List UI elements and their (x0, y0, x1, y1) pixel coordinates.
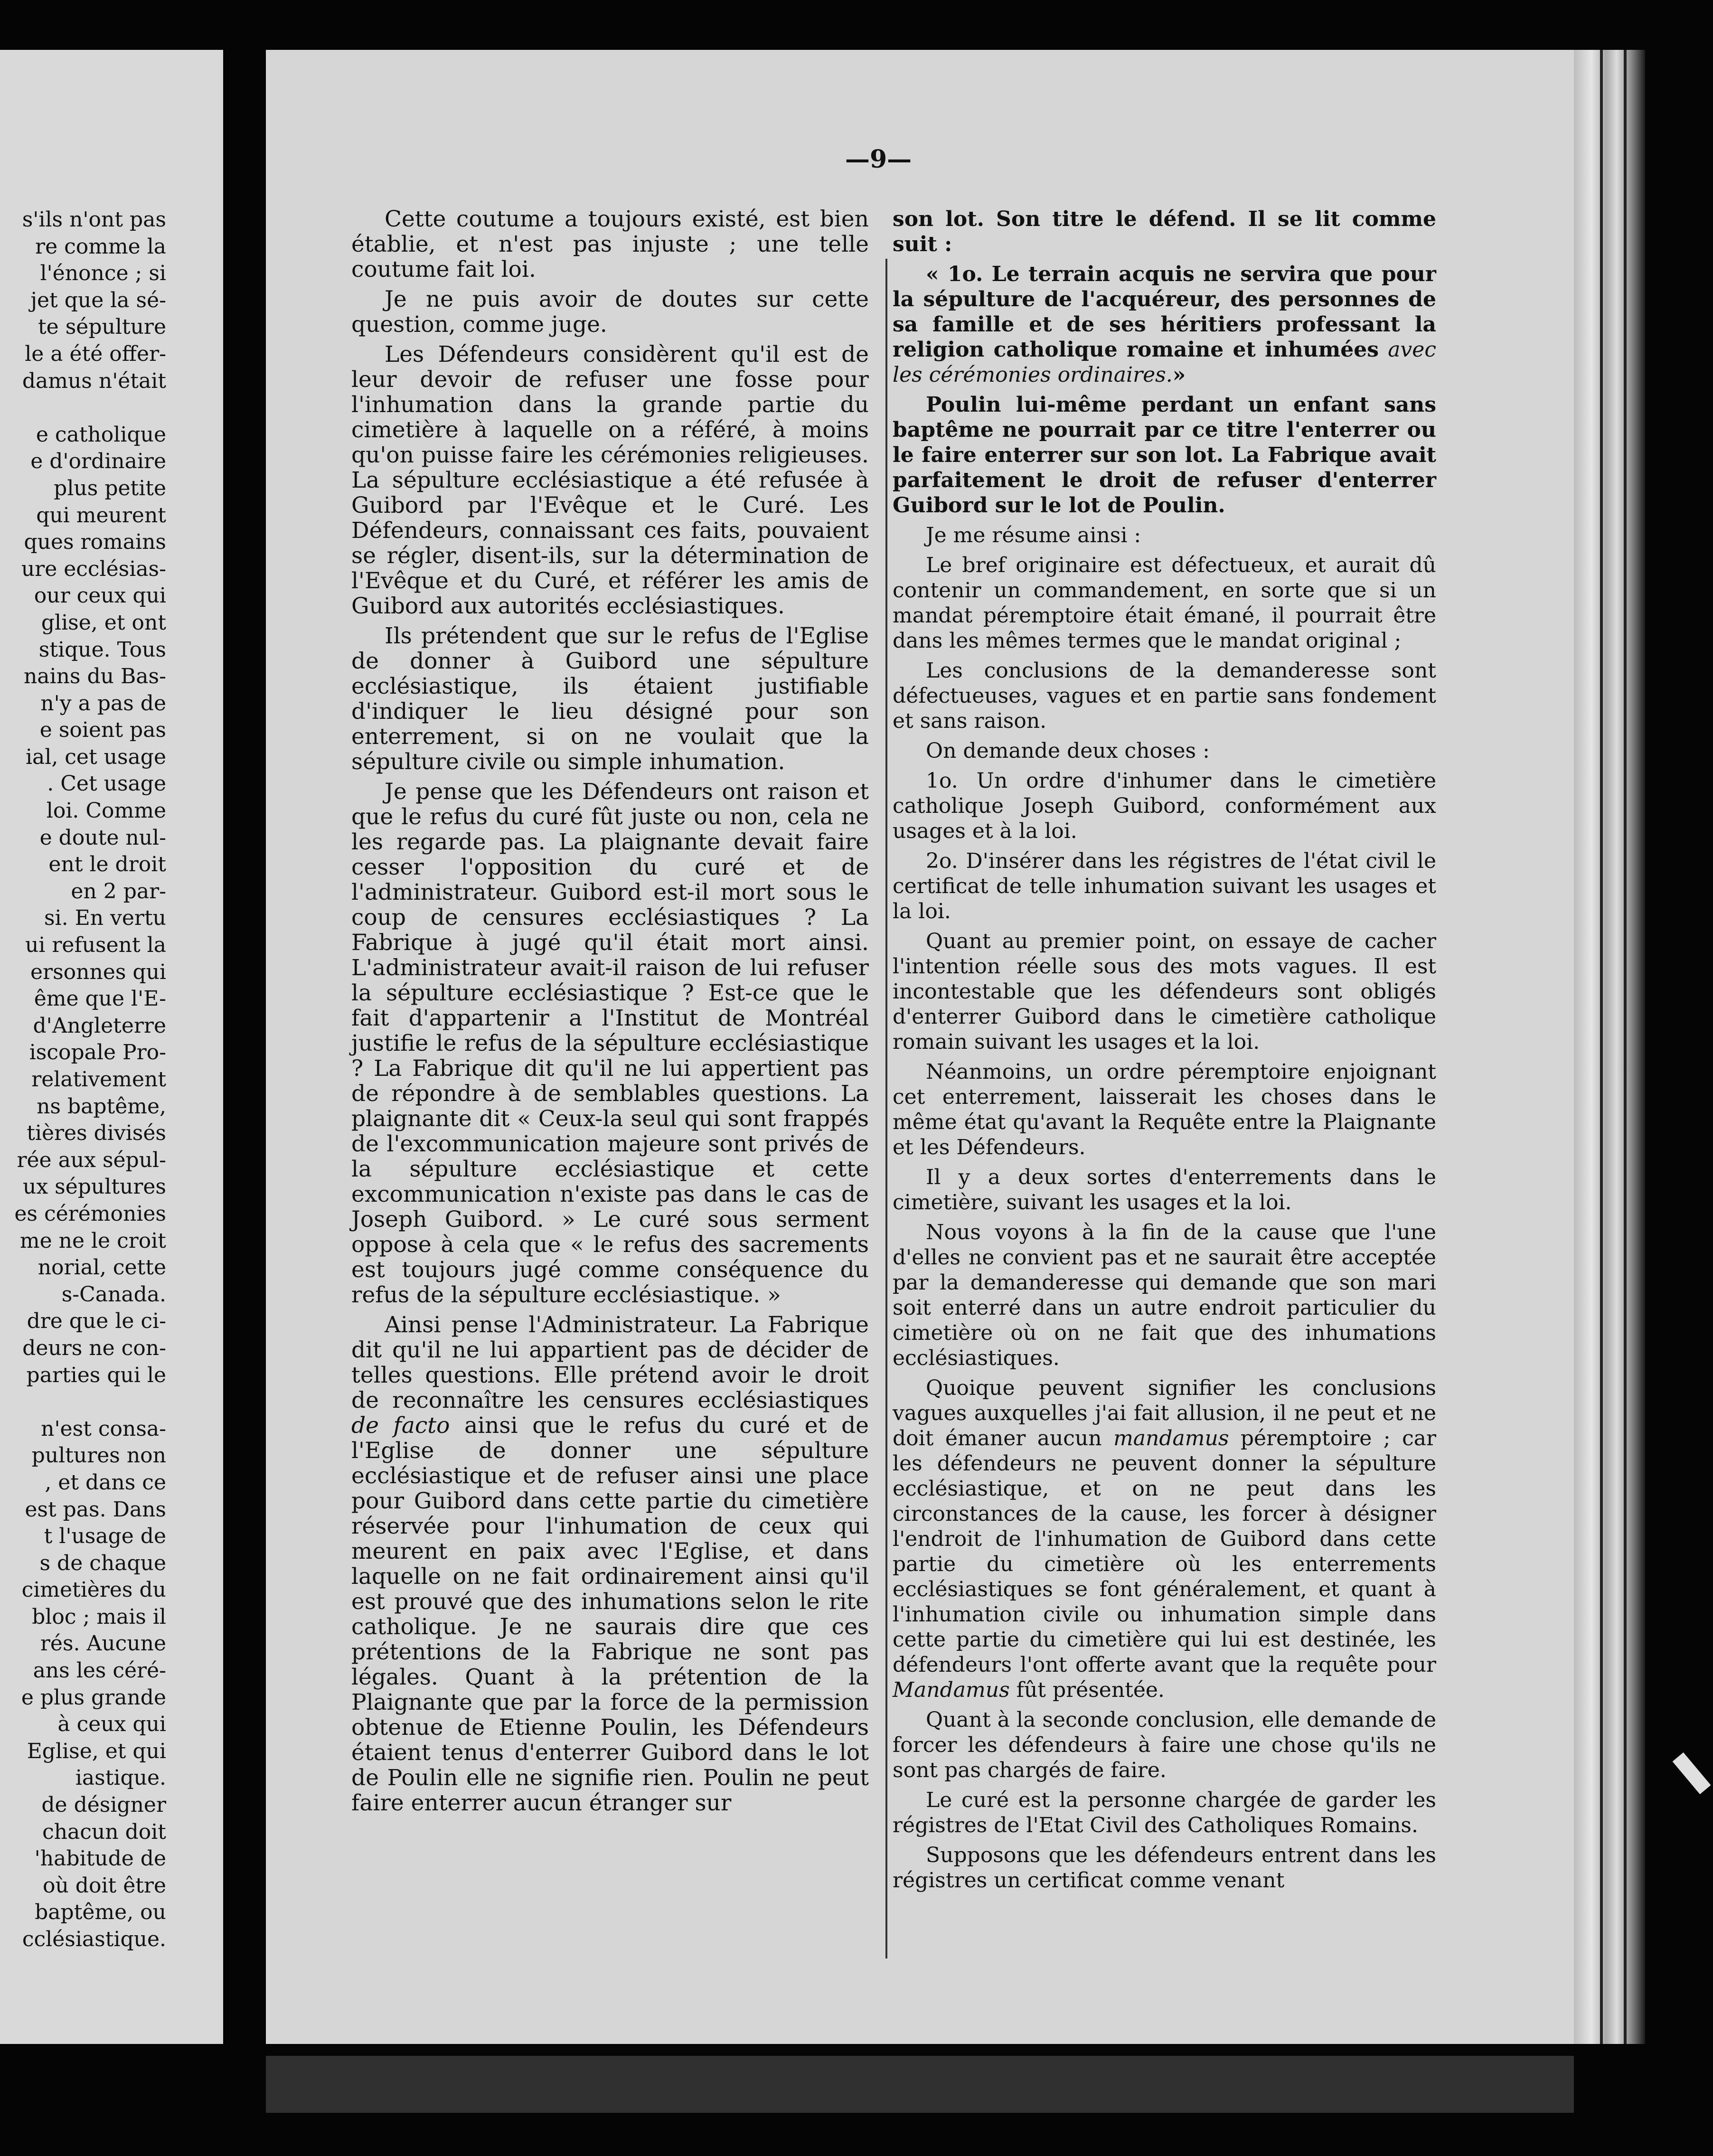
text-run: fût présentée. (1016, 1678, 1165, 1702)
column-rule (885, 259, 887, 1958)
previous-page-line: l'énonce ; si (40, 261, 166, 286)
italic-text: Mandamus (893, 1678, 1010, 1702)
previous-page-line: e doute nul- (39, 825, 166, 850)
previous-page-line: n'y a pas de (40, 691, 166, 716)
paragraph: On demande deux choses : (926, 739, 1210, 763)
previous-page-line: d'Angleterre (33, 1013, 166, 1038)
text-run: ainsi que le refus du curé et de l'Eglise de donner une sépulture ecclésiastique et de refuser ainsi une place pour Guibord dans cette partie du cimetière réservée pour l'inhumation de ceux qui meurent en paix avec l'Eglise, et dans laquelle on ne fait ordinairement ainsi qu'il est prouvé que des inhumations selon le rite catholique. Je ne saurais dire que ces prétentions de la Fabrique ne sont pas légales. Quant à la prétention de la Plaignante que par la force de la permission obtenue de Etienne Poulin, les Défendeurs étaient tenus d'enterrer Guibord dans le lot de Poulin elle ne signifie rien. Poulin ne peut faire enterrer aucun étranger sur (351, 1412, 869, 1816)
paragraph: 1o. Un ordre d'inhumer dans le cimetière catholique Joseph Guibord, conformément aux usages et à la loi. (893, 769, 1436, 843)
paragraph: Le bref originaire est défectueux, et aurait dû contenir un commandement, en sorte que si un mandat péremptoire était émané, il pourrait être dans les mêmes termes que le mandat original ; (893, 553, 1436, 653)
paragraph: Les conclusions de la demanderesse sont défectueuses, vagues et en partie sans fondement et sans raison. (893, 659, 1436, 733)
previous-page-line: e soient pas (39, 718, 166, 743)
previous-page-line: ux sépultures (22, 1175, 166, 1199)
previous-page-line: le a été offer- (25, 341, 166, 366)
previous-page-line: 'habitude de (34, 1846, 166, 1871)
previous-page-line: iastique. (75, 1766, 166, 1790)
previous-page-line: ial, cet usage (25, 744, 166, 769)
previous-page-line: dre que le ci- (27, 1309, 166, 1334)
paragraph (351, 1312, 869, 1816)
previous-page-line: te sépulture (38, 315, 166, 339)
previous-page-line: baptême, ou (35, 1900, 166, 1925)
paragraph: Je ne puis avoir de doutes sur cette question, comme juge. (351, 286, 869, 338)
previous-page-line: pultures non (31, 1443, 166, 1468)
previous-page-line: rée aux sépul- (17, 1148, 166, 1172)
previous-page-line: re comme la (35, 234, 166, 259)
previous-page-line: relativement (31, 1067, 166, 1092)
text-run: Quoique peuvent signifier les conclusions vagues auxquelles j'ai fait allusion, il ne peut et ne doit émaner aucun (893, 1376, 1436, 1450)
paragraph: Cette coutume a toujours existé, est bien établie, et n'est pas injuste ; une telle coutume fait loi. (351, 206, 869, 282)
previous-page-line: parties qui le (26, 1363, 166, 1387)
previous-page-line: si. En vertu (44, 906, 166, 931)
paragraph: Quant à la seconde conclusion, elle demande de forcer les défendeurs à faire une chose qu'ils ne sont pas chargés de faire. (893, 1708, 1436, 1782)
page-edge-line (1600, 50, 1603, 2044)
previous-page-line: cclésiastique. (22, 1927, 166, 1951)
previous-page-line: où doit être (42, 1873, 166, 1898)
previous-page-line: n'est consa- (41, 1416, 166, 1441)
previous-page-line: stique. Tous (38, 637, 166, 662)
page-bottom-shadow (266, 2056, 1574, 2113)
text-run: « 1o. Le terrain acquis ne servira que pour la sépulture de l'acquéreur, des personnes de sa famille et de ses héritiers professant la religion catholique romaine et inhumées (893, 262, 1436, 362)
scan-mark (1673, 1752, 1711, 1794)
text-run: Ainsi pense l'Administrateur. La Fabrique dit qu'il ne lui appartient pas de décider de telles questions. Elle prétend avoir le droit de reconnaître les censures ecclésiastiques (351, 1312, 869, 1413)
previous-page-line: ure ecclésias- (21, 556, 166, 581)
previous-page-line: ême que l'E- (34, 987, 166, 1011)
text-run: péremptoire ; car les défendeurs ne peuvent donner la sépulture ecclésiastique, et on ne peut dans les circonstances de la cause, les forcer à désigner l'endroit de l'inhumation de Guibord dans cette partie du cimetière où les enterrements ecclésiastiques se font généralement, et quant à l'inhumation civile ou inhumation simple dans cette partie du cimetière qui lui est destinée, les défendeurs l'ont offerte avant que la requête pour (893, 1426, 1436, 1677)
previous-page-fragment (0, 50, 223, 2120)
previous-page-line: our ceux qui (34, 584, 166, 608)
page-edge-stack (1574, 50, 1645, 2044)
page-number: —9— (845, 145, 912, 174)
previous-page-line: bloc ; mais il (32, 1604, 166, 1629)
previous-page-line: jet que la sé- (30, 288, 166, 312)
previous-page-line: en 2 par- (71, 879, 166, 904)
previous-page-line: loi. Comme (46, 799, 166, 823)
right-column (893, 207, 1436, 1898)
previous-page-line: s'ils n'ont pas (22, 207, 166, 232)
previous-page-line: chacun doit (42, 1819, 166, 1844)
previous-page-line: glise, et ont (41, 610, 166, 635)
paragraph: Je me résume ainsi : (926, 523, 1141, 547)
paragraph: Ils prétendent que sur le refus de l'Eglise de donner à Guibord une sépulture ecclésiastique, ils étaient justifiable d'indiquer le lieu désigné pour son enterrement, si on ne voulait que la sépulture civile ou simple inhumation. (351, 623, 869, 775)
previous-page-line: de désigner (41, 1793, 166, 1817)
previous-page-column (0, 207, 166, 1953)
previous-page-line: s-Canada. (61, 1282, 166, 1307)
previous-page-line: . Cet usage (47, 772, 166, 796)
text-run: » (1172, 363, 1186, 387)
previous-page-line: est pas. Dans (25, 1497, 166, 1522)
previous-page-line: t l'usage de (44, 1524, 166, 1549)
previous-page-line: es cérémonies (14, 1201, 166, 1226)
paragraph: Néanmoins, un ordre péremptoire enjoignant cet enterrement, laisserait les choses dans le même état qu'avant la Requête entre la Plaignante et les Défendeurs. (893, 1060, 1436, 1159)
previous-page-line: Eglise, et qui (27, 1739, 166, 1763)
previous-page-line: ersonnes qui (30, 960, 166, 984)
previous-page-line (0, 1389, 166, 1416)
previous-page-line: ans les céré- (33, 1658, 166, 1683)
paragraph: Je pense que les Défendeurs ont raison et que le refus du curé fût juste ou non, cela ne les regarde pas. La plaignante devait faire cesser l'opposition du curé et de l'administrateur. Guibord est-il mort sous le coup de censures ecclésiastiques ? La Fabrique à jugé qu'il était mort ainsi. L'administrateur avait-il raison de lui refuser la sépulture ecclésiastique ? Est-ce que le fait d'appartenir a l'Institut de Montréal justifie le refus de la sépulture ecclésiastique ? La Fabrique dit qu'il ne lui appertient pas de répondre à de semblables questions. La plaignante dit « Ceux-la seul qui sont frappés de l'excommunication majeure sont privés de la sépulture ecclésiastique et cette excommunication n'existe pas dans le cas de Joseph Guibord. » Le curé sous serment oppose à cela que « le refus des sacrements est toujours jugé comme conséquence du refus de la sépulture ecclésiastique. » (351, 779, 869, 1308)
previous-page-line: me ne le croit (19, 1228, 166, 1253)
previous-page-line: iscopale Pro- (29, 1040, 166, 1065)
paragraph: Quant au premier point, on essaye de cacher l'intention réelle sous des mots vagues. Il est incontestable que les défendeurs sont obligés d'enterrer Guibord dans le cimetière catholique romain suivant les usages et la loi. (893, 929, 1436, 1054)
previous-page-line (0, 395, 166, 422)
quoted-clause (893, 262, 1436, 387)
paragraph: Il y a deux sortes d'enterrements dans le cimetière, suivant les usages et la loi. (893, 1165, 1436, 1215)
paragraph: son lot. Son titre le défend. Il se lit comme suit : (893, 207, 1436, 256)
italic-text: de facto (351, 1412, 450, 1439)
previous-page-line: , et dans ce (45, 1470, 166, 1495)
previous-page-line: ent le droit (48, 852, 166, 877)
previous-page-line: nains du Bas- (23, 664, 166, 689)
paragraph (893, 1375, 1436, 1703)
paragraph: Supposons que les défendeurs entrent dans les régistres un certificat comme venant (893, 1843, 1436, 1892)
previous-page-line: plus petite (54, 476, 166, 500)
previous-page-line: e d'ordinaire (30, 449, 166, 474)
previous-page-line: e plus grande (21, 1685, 166, 1710)
previous-page-line: ui refusent la (25, 933, 166, 958)
previous-page-line: tières divisés (27, 1121, 166, 1146)
previous-page-line: e catholique (36, 422, 166, 447)
previous-page-line: norial, cette (38, 1255, 166, 1280)
paragraph: Poulin lui-même perdant un enfant sans baptême ne pourrait par ce titre l'enterrer ou le faire enterrer sur son lot. La Fabrique avait parfaitement le droit de refuser d'enterrer Guibord sur le lot de Poulin. (893, 393, 1436, 518)
left-column (351, 207, 869, 1820)
paragraph: 2o. D'insérer dans les régistres de l'état civil le certificat de telle inhumation suivant les usages et la loi. (893, 849, 1436, 923)
gutter-shadow (223, 0, 266, 2156)
previous-page-line: damus n'était (22, 368, 166, 393)
previous-page-line: ns baptême, (37, 1094, 166, 1119)
paragraph: Le curé est la personne chargée de garder les régistres de l'Etat Civil des Catholiques Romains. (893, 1788, 1436, 1837)
paragraph: Les Défendeurs considèrent qu'il est de leur devoir de refuser une fosse pour l'inhumation dans la grande partie du cimetière à laquelle on a référé, à moins qu'on puisse faire les cérémonies religieuses. La sépulture ecclésiastique a été refusée à Guibord par l'Evêque et le Curé. Les Défendeurs, connaissant ces faits, pouvaient se régler, disent-ils, sur la détermination de l'Evêque et du Curé, et référer les amis de Guibord aux autorités ecclésiastiques. (351, 341, 869, 619)
previous-page-line: ques romains (24, 530, 166, 555)
previous-page-line: qui meurent (36, 503, 166, 527)
document-page (266, 50, 1574, 2044)
page-edge-line (1624, 50, 1627, 2044)
previous-page-line: cimetières du (21, 1578, 166, 1602)
italic-text: avec les cérémonies ordinaires. (893, 338, 1436, 387)
italic-text: mandamus (1113, 1426, 1229, 1450)
previous-page-line: à ceux qui (57, 1712, 166, 1737)
previous-page-line: deurs ne con- (22, 1336, 166, 1360)
paragraph: Nous voyons à la fin de la cause que l'une d'elles ne convient pas et ne saurait être acceptée par la demanderesse qui demande que son mari soit enterré dans un autre endroit particulier du cimetière où on ne fait que des inhumations ecclésiastiques. (893, 1220, 1436, 1370)
previous-page-line: rés. Aucune (40, 1631, 166, 1656)
previous-page-line: s de chaque (39, 1551, 166, 1575)
